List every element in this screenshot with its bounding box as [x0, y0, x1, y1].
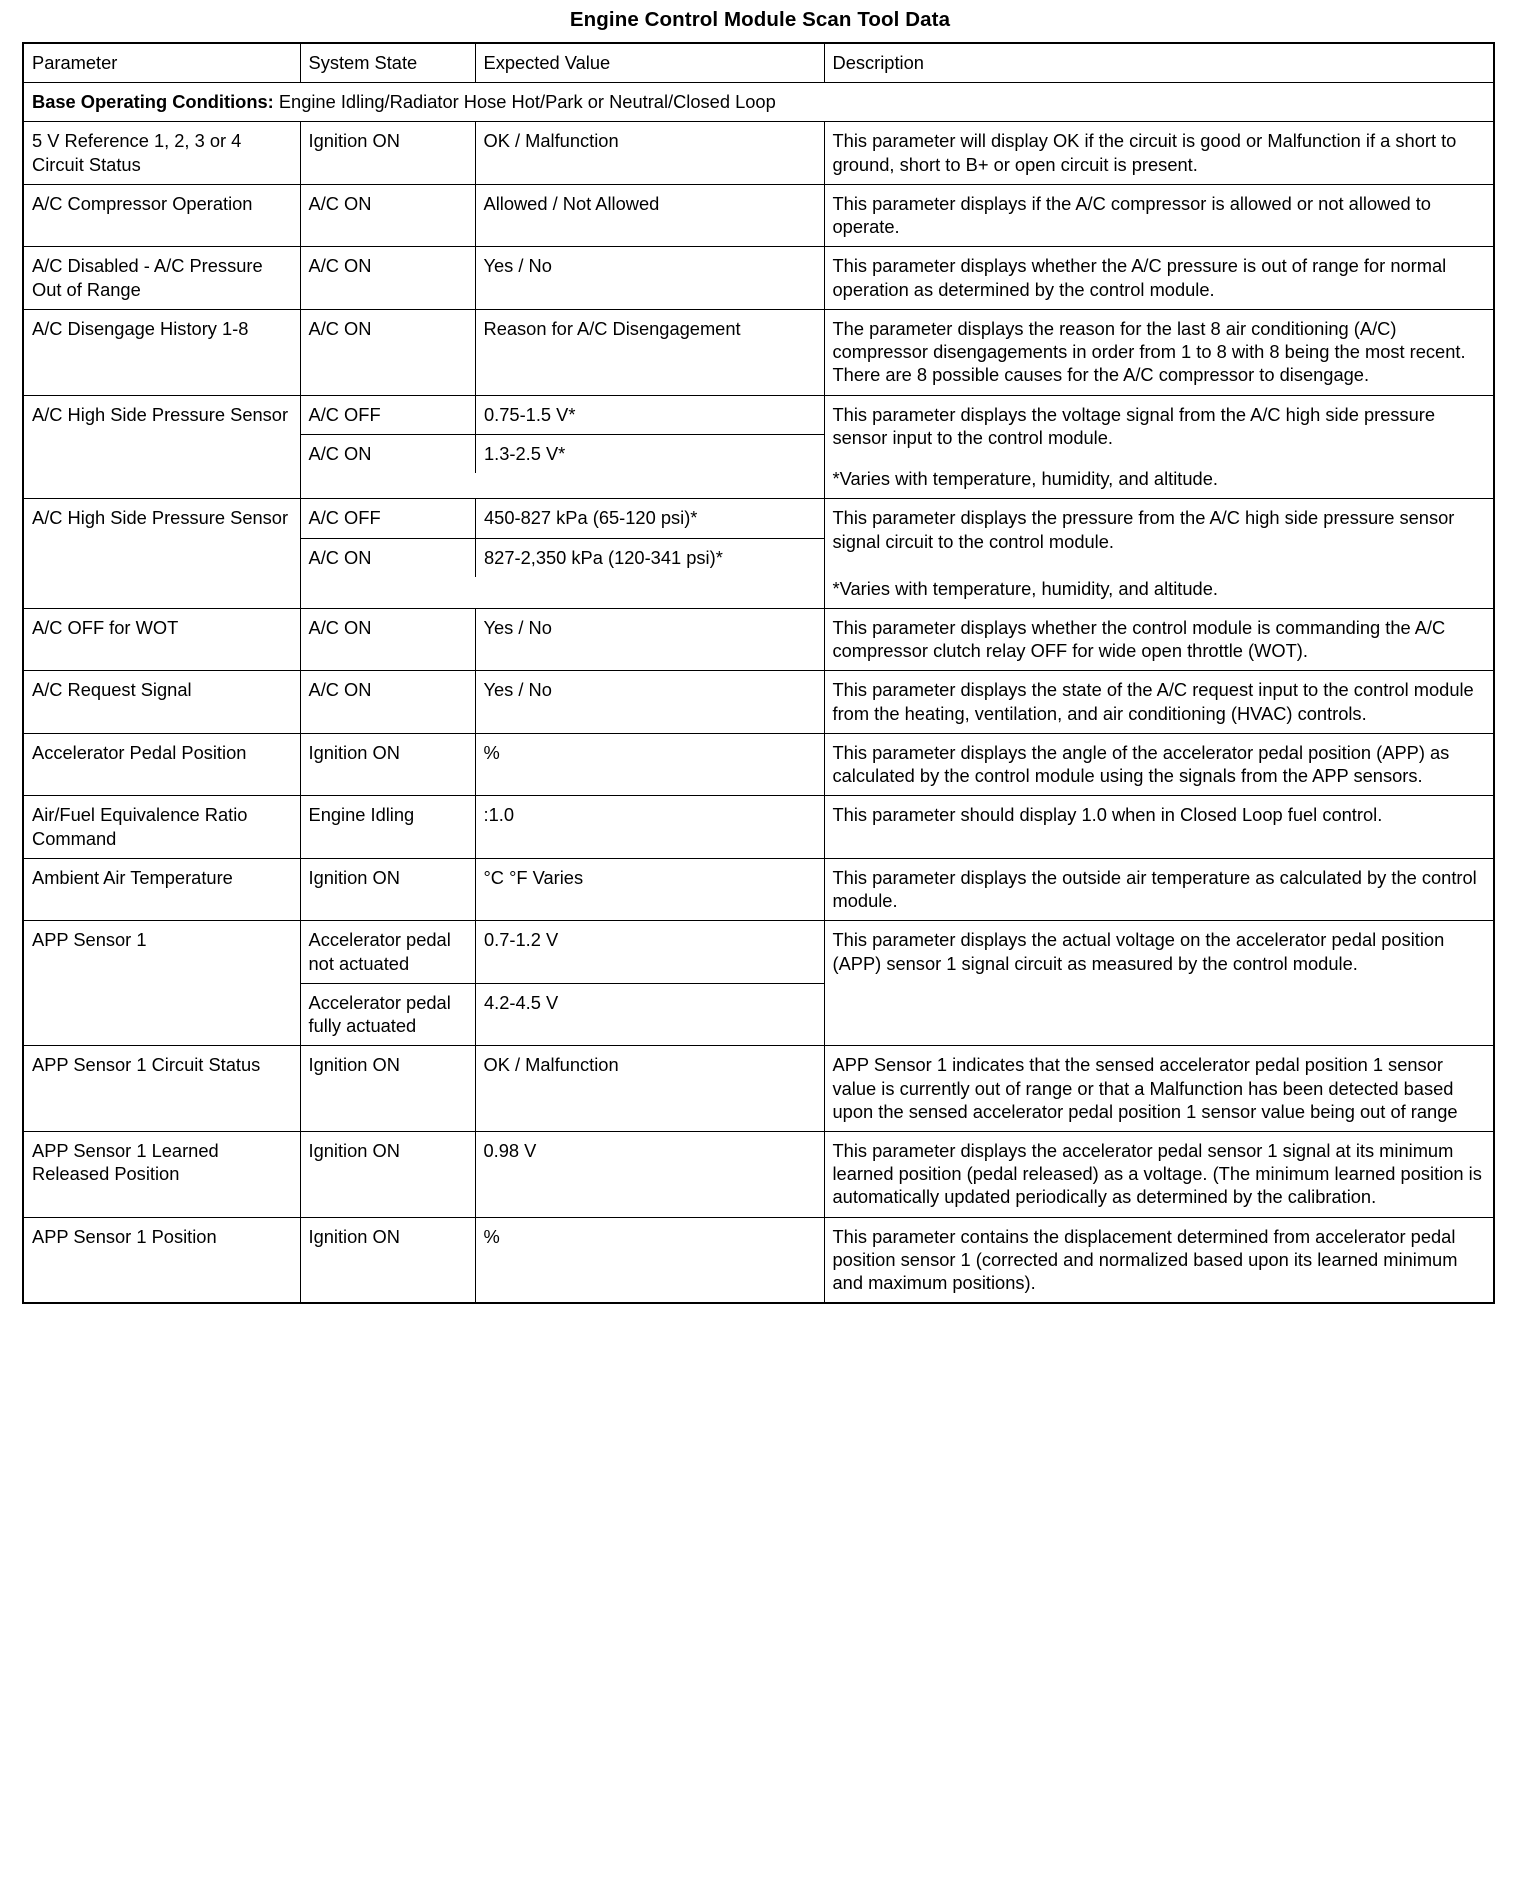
- cell-description: This parameter displays whether the control module is commanding the A/C compressor clutch relay OFF for wide open throttle (WOT).: [824, 608, 1494, 670]
- cell-parameter: 5 V Reference 1, 2, 3 or 4 Circuit Status: [23, 122, 300, 184]
- table-row: [23, 1131, 1494, 1217]
- table-row: [23, 858, 1494, 920]
- cell-description: [824, 499, 1494, 609]
- column-header-parameter: Parameter: [23, 43, 300, 83]
- cell-expected-value: %: [475, 733, 824, 795]
- cell-expected-value: Yes / No: [475, 247, 824, 309]
- table-row: [23, 309, 1494, 395]
- cell-expected-value: °C °F Varies: [475, 858, 824, 920]
- cell-description: This parameter displays if the A/C compressor is allowed or not allowed to operate.: [824, 184, 1494, 246]
- description-footnote: *Varies with temperature, humidity, and altitude.: [832, 468, 1218, 490]
- column-header-system-state: System State: [300, 43, 475, 83]
- table-row: [23, 122, 1494, 184]
- cell-system-state: Ignition ON: [300, 1217, 475, 1303]
- sub-row: [301, 538, 824, 577]
- column-header-description: Description: [824, 43, 1494, 83]
- table-row: [23, 1046, 1494, 1132]
- sub-table-state-value: [301, 396, 824, 473]
- cell-expected-value: OK / Malfunction: [475, 122, 824, 184]
- cell-description: [824, 395, 1494, 499]
- cell-system-state: Ignition ON: [300, 858, 475, 920]
- cell-system-state: A/C OFF: [301, 499, 476, 538]
- cell-expected-value: 1.3-2.5 V*: [484, 442, 566, 464]
- cell-parameter: Air/Fuel Equivalence Ratio Command: [23, 796, 300, 858]
- table-header: [23, 43, 1494, 83]
- cell-description: The parameter displays the reason for the last 8 air conditioning (A/C) compressor disengagements in order from 1 to 8 with 8 being the most recent. There are 8 possible causes for the A/C compressor to disengage.: [824, 309, 1494, 395]
- table-row: [23, 247, 1494, 309]
- cell-system-state: Ignition ON: [300, 1131, 475, 1217]
- sub-table-state-value: [301, 499, 824, 576]
- base-operating-conditions-row: [23, 83, 1494, 122]
- table-row: [23, 796, 1494, 858]
- cell-parameter: A/C Disengage History 1-8: [23, 309, 300, 395]
- cell-description: This parameter displays the state of the A/C request input to the control module from the heating, ventilation, and air conditioning (HVAC) controls.: [824, 671, 1494, 733]
- cell-description: This parameter displays the accelerator pedal sensor 1 signal at its minimum learned position (pedal released) as a voltage. (The minimum learned position is automatically updated periodically as determined by the calibration.: [824, 1131, 1494, 1217]
- cell-expected-value: 450-827 kPa (65-120 psi)*: [476, 499, 824, 538]
- table-row: [23, 499, 1494, 609]
- cell-parameter: A/C Disabled - A/C Pressure Out of Range: [23, 247, 300, 309]
- cell-expected-value: Allowed / Not Allowed: [475, 184, 824, 246]
- cell-expected-value: Reason for A/C Disengagement: [475, 309, 824, 395]
- table-row: [23, 733, 1494, 795]
- description-primary: This parameter displays the voltage signal from the A/C high side pressure sensor input to the control module.: [832, 403, 1436, 448]
- cell-description: This parameter displays the actual voltage on the accelerator pedal position (APP) sensor 1 signal circuit as measured by the control module.: [824, 921, 1494, 1046]
- cell-parameter: APP Sensor 1 Position: [23, 1217, 300, 1303]
- cell-parameter: APP Sensor 1: [23, 921, 300, 1046]
- table-row: [23, 1217, 1494, 1303]
- cell-parameter: A/C High Side Pressure Sensor: [23, 395, 300, 499]
- cell-system-state: A/C OFF: [301, 396, 476, 435]
- cell-expected-value: Yes / No: [475, 608, 824, 670]
- cell-state-value-split: [300, 921, 824, 1046]
- cell-system-state: A/C ON: [300, 247, 475, 309]
- header-row: [23, 43, 1494, 83]
- table-row: [23, 608, 1494, 670]
- cell-description: This parameter displays whether the A/C pressure is out of range for normal operation as determined by the control module.: [824, 247, 1494, 309]
- table-row: [23, 395, 1494, 499]
- cell-expected-value: 827-2,350 kPa (120-341 psi)*: [484, 546, 723, 568]
- cell-system-state: A/C ON: [300, 184, 475, 246]
- cell-system-state: Ignition ON: [300, 1046, 475, 1132]
- cell-expected-value: 0.98 V: [475, 1131, 824, 1217]
- table-row: [23, 921, 1494, 1046]
- cell-state-value-split: [300, 395, 824, 499]
- cell-description: This parameter displays the outside air temperature as calculated by the control module.: [824, 858, 1494, 920]
- cell-expected-value: Yes / No: [475, 671, 824, 733]
- cell-expected-value: OK / Malfunction: [475, 1046, 824, 1132]
- cell-expected-value: :1.0: [475, 796, 824, 858]
- cell-description: This parameter should display 1.0 when in Closed Loop fuel control.: [824, 796, 1494, 858]
- cell-parameter: APP Sensor 1 Circuit Status: [23, 1046, 300, 1132]
- base-conditions-text: Engine Idling/Radiator Hose Hot/Park or Neutral/Closed Loop: [273, 91, 776, 113]
- cell-description: This parameter displays the angle of the accelerator pedal position (APP) as calculated by the control module using the signals from the APP sensors.: [824, 733, 1494, 795]
- cell-system-state: Ignition ON: [300, 122, 475, 184]
- cell-expected-value: 0.75-1.5 V*: [476, 396, 824, 435]
- page-title: Engine Control Module Scan Tool Data: [569, 8, 951, 31]
- cell-expected-value: 4.2-4.5 V: [484, 991, 559, 1013]
- cell-system-state: A/C ON: [300, 309, 475, 395]
- cell-description: This parameter contains the displacement determined from accelerator pedal position sensor 1 (corrected and normalized based upon its learned minimum and maximum positions).: [824, 1217, 1494, 1303]
- cell-parameter: Accelerator Pedal Position: [23, 733, 300, 795]
- sub-row: [301, 921, 824, 983]
- cell-system-state: Accelerator pedal fully actuated: [301, 983, 476, 1045]
- cell-parameter: A/C Compressor Operation: [23, 184, 300, 246]
- sub-table-state-value: [301, 921, 824, 1045]
- cell-parameter: APP Sensor 1 Learned Released Position: [23, 1131, 300, 1217]
- cell-system-state: A/C ON: [301, 538, 476, 577]
- cell-description: This parameter will display OK if the circuit is good or Malfunction if a short to ground, short to B+ or open circuit is present.: [824, 122, 1494, 184]
- cell-state-value-split: [300, 499, 824, 609]
- sub-row: [301, 434, 824, 473]
- sub-row: [301, 983, 824, 1045]
- sub-row: [301, 499, 824, 538]
- scan-tool-data-table: [22, 42, 1495, 1304]
- table-body: [23, 83, 1494, 1304]
- cell-parameter: A/C High Side Pressure Sensor: [23, 499, 300, 609]
- cell-system-state: A/C ON: [301, 434, 476, 473]
- table-row: [23, 671, 1494, 733]
- base-conditions-label: Base Operating Conditions:: [32, 91, 274, 113]
- cell-system-state: Engine Idling: [300, 796, 475, 858]
- cell-system-state: A/C ON: [300, 608, 475, 670]
- table-row: [23, 184, 1494, 246]
- sub-row: [301, 396, 824, 435]
- cell-expected-value: 0.7-1.2 V: [476, 921, 824, 983]
- base-operating-conditions-cell: [23, 83, 1494, 122]
- cell-parameter: A/C Request Signal: [23, 671, 300, 733]
- cell-system-state: Accelerator pedal not actuated: [301, 921, 476, 983]
- column-header-expected-value: Expected Value: [475, 43, 824, 83]
- cell-expected-value: %: [475, 1217, 824, 1303]
- cell-system-state: Ignition ON: [300, 733, 475, 795]
- cell-parameter: A/C OFF for WOT: [23, 608, 300, 670]
- description-primary: This parameter displays the pressure from the A/C high side pressure sensor signal circuit to the control module.: [832, 507, 1455, 552]
- description-footnote: *Varies with temperature, humidity, and altitude.: [832, 577, 1218, 599]
- cell-description: APP Sensor 1 indicates that the sensed accelerator pedal position 1 sensor value is currently out of range or that a Malfunction has been detected based upon the sensed accelerator pedal position 1 sensor value being out of range: [824, 1046, 1494, 1132]
- cell-system-state: A/C ON: [300, 671, 475, 733]
- cell-parameter: Ambient Air Temperature: [23, 858, 300, 920]
